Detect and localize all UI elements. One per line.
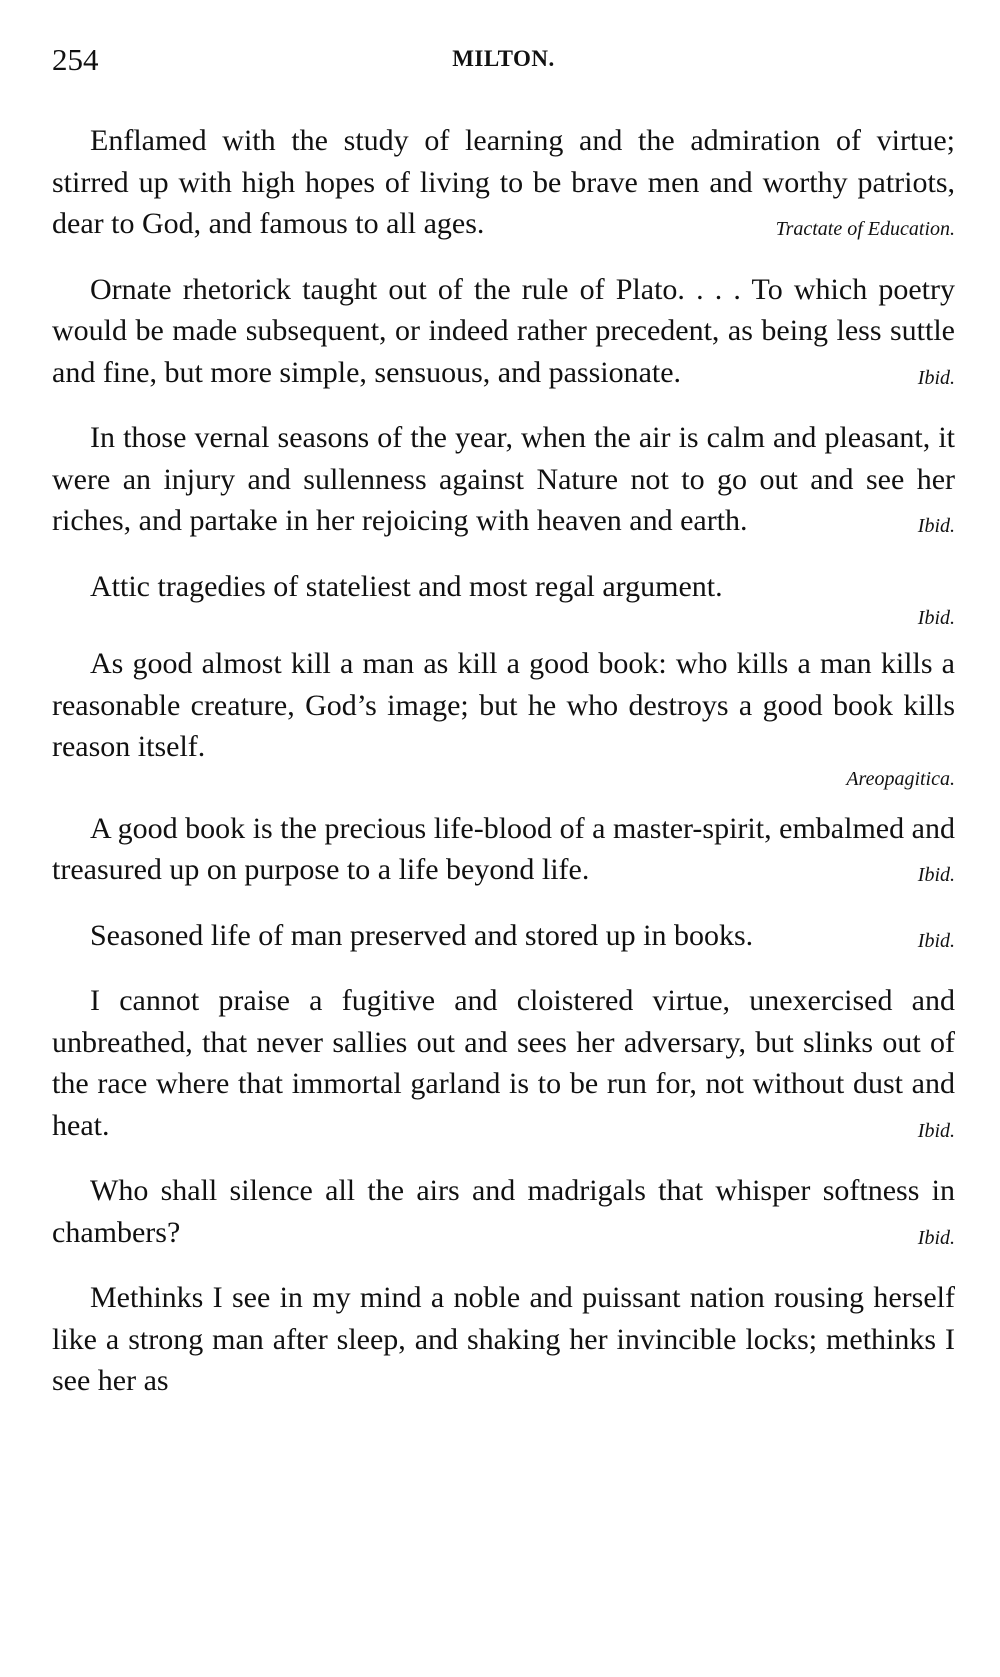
quotation — [52, 915, 955, 963]
quotation-source: Areopagitica. — [846, 767, 955, 790]
quotations-body — [52, 120, 955, 1420]
quotation-source: Ibid. — [917, 1226, 955, 1249]
page-number: 254 — [52, 42, 99, 77]
quotation — [52, 808, 955, 897]
quotation-text: Attic tragedies of stateliest and most regal argument. — [90, 569, 723, 603]
quotation-source: Tractate of Education. — [775, 218, 955, 240]
quotation — [52, 980, 955, 1152]
quotation-text: Enflamed with the study of learning and the admiration of virtue; stirred up with high hopes of living to be brave men and worthy patriots, dear to God, and famous to all ages. — [52, 124, 955, 240]
page-header — [52, 42, 955, 82]
quotation — [52, 566, 955, 634]
quotation-text: Ornate rhetorick taught out of the rule of Plato. . . . To which poetry would be made subsequent, or indeed rather precedent, as being less suttle and fine, but more simple, sensuous, and passionate. — [52, 272, 955, 389]
quotation-source: Ibid. — [917, 864, 955, 886]
quotation-text: Who shall silence all the airs and madrigals that whisper softness in chambers? — [52, 1174, 955, 1249]
quotation-source: Ibid. — [917, 929, 955, 952]
quotation — [52, 643, 955, 794]
quotation-text: A good book is the precious life-blood of a master-spirit, embalmed and treasured up on purpose to a life beyond life. — [52, 811, 955, 886]
quotation-source: Ibid. — [917, 515, 955, 537]
quotation — [52, 1170, 955, 1259]
quotation-text: Methinks I see in my mind a noble and puissant nation rousing herself like a strong man after sleep, and shaking her invincible locks; methinks I see her as — [52, 1281, 955, 1397]
quotation-text: I cannot praise a fugitive and cloistered virtue, unexercised and unbreathed, that never sallies out and sees her adversary, but slinks out of the race where that immortal garland is to be run for, not without dust and heat. — [52, 984, 955, 1142]
running-title: MILTON. — [452, 46, 555, 71]
quotation-source: Ibid. — [917, 607, 955, 629]
quotation-text: In those vernal seasons of the year, when the air is calm and pleasant, it were an injury and sullenness against Nature not to go out and see her riches, and partake in her rejoicing with heaven and earth. — [52, 421, 955, 537]
quotation-text: Seasoned life of man preserved and stored up in books. — [90, 918, 754, 952]
quotation — [52, 120, 955, 251]
quotation — [52, 417, 955, 548]
quotation — [52, 269, 955, 400]
quotation-source: Ibid. — [917, 366, 955, 389]
quotation-source: Ibid. — [917, 1119, 955, 1142]
quotation — [52, 1277, 955, 1402]
quotation-text: As good almost kill a man as kill a good book: who kills a man kills a reasonable creature, God’s image; but he who destroys a good book kills reason itself. — [52, 647, 955, 763]
